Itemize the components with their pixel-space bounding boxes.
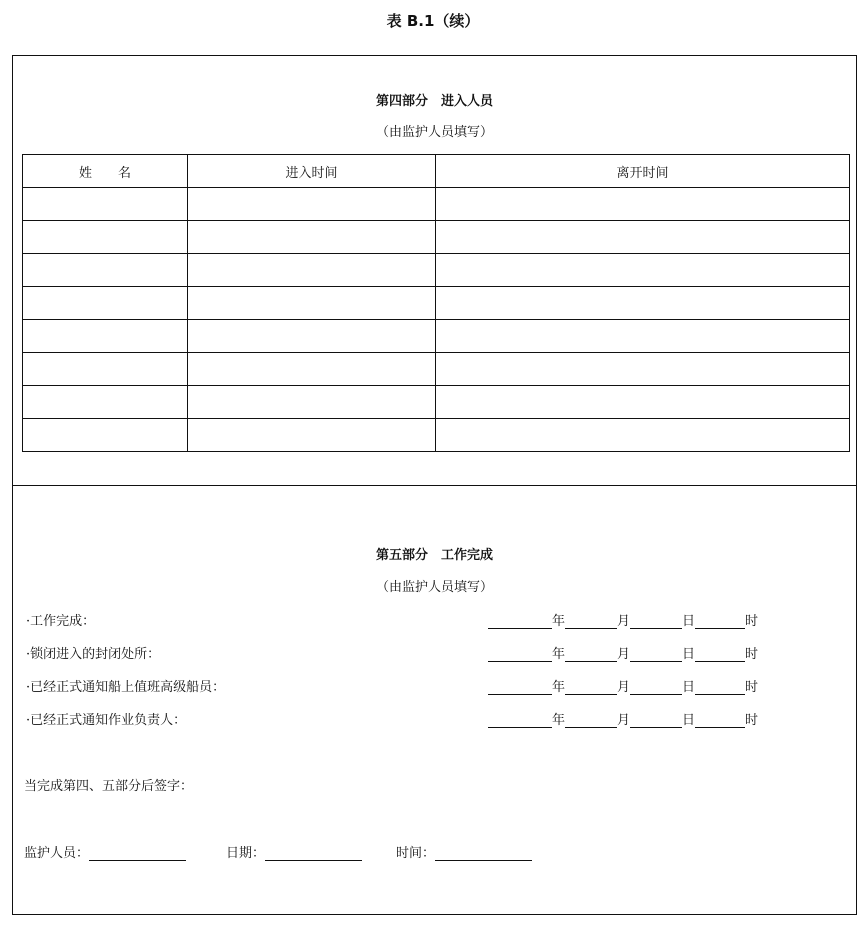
exit-time-cell[interactable]: [436, 353, 850, 386]
day-unit: 日: [682, 614, 696, 629]
exit-time-cell[interactable]: [436, 320, 850, 353]
column-header-entry-time: 进入时间: [188, 155, 436, 188]
table-row: [23, 188, 850, 221]
name-cell[interactable]: [23, 386, 188, 419]
monitor-signature-field[interactable]: [89, 845, 186, 861]
exit-time-cell[interactable]: [436, 386, 850, 419]
date-field-work-complete[interactable]: [488, 610, 758, 629]
entry-time-cell[interactable]: [188, 221, 436, 254]
month-blank[interactable]: [565, 713, 617, 728]
part5-subtitle: （由监护人员填写）: [375, 580, 493, 595]
day-blank[interactable]: [630, 680, 682, 695]
entry-time-cell[interactable]: [188, 419, 436, 452]
year-blank[interactable]: [488, 614, 552, 629]
exit-time-cell[interactable]: [436, 419, 850, 452]
column-header-name: 姓 名: [23, 155, 188, 188]
year-blank[interactable]: [488, 647, 552, 662]
month-unit: 月: [617, 713, 631, 728]
name-cell[interactable]: [23, 221, 188, 254]
date-field-lock-space[interactable]: [488, 643, 758, 662]
name-cell[interactable]: [23, 188, 188, 221]
year-unit: 年: [552, 614, 566, 629]
hour-unit: 时: [745, 614, 759, 629]
entry-time-cell[interactable]: [188, 386, 436, 419]
date-label: 日期：: [226, 846, 266, 861]
item-notify-officer-label: ·已经正式通知船上值班高级船员：: [26, 680, 226, 695]
part5-title: 第五部分 工作完成: [375, 548, 493, 563]
signature-date-field[interactable]: [265, 845, 362, 861]
item-notify-supervisor-label: ·已经正式通知作业负责人：: [26, 713, 187, 728]
hour-unit: 时: [745, 647, 759, 662]
table-row: [23, 386, 850, 419]
year-unit: 年: [552, 680, 566, 695]
entry-time-cell[interactable]: [188, 353, 436, 386]
month-blank[interactable]: [565, 647, 617, 662]
month-unit: 月: [617, 614, 631, 629]
time-label: 时间：: [396, 846, 436, 861]
column-header-exit-time: 离开时间: [436, 155, 850, 188]
table-caption: 表 B.1（续）: [386, 12, 480, 30]
item-work-complete-label: ·工作完成：: [26, 614, 96, 629]
name-cell[interactable]: [23, 419, 188, 452]
table-row: [23, 221, 850, 254]
item-lock-space-label: ·锁闭进入的封闭处所：: [26, 647, 161, 662]
completion-note: 当完成第四、五部分后签字：: [24, 779, 194, 794]
name-cell[interactable]: [23, 287, 188, 320]
table-row: [23, 287, 850, 320]
day-unit: 日: [682, 713, 696, 728]
name-cell[interactable]: [23, 320, 188, 353]
entry-table: [22, 154, 850, 452]
table-row: [23, 320, 850, 353]
monitor-label: 监护人员：: [24, 846, 90, 861]
year-unit: 年: [552, 713, 566, 728]
exit-time-cell[interactable]: [436, 221, 850, 254]
hour-blank[interactable]: [695, 713, 745, 728]
date-field-notify-supervisor[interactable]: [488, 709, 758, 728]
month-unit: 月: [617, 680, 631, 695]
hour-blank[interactable]: [695, 614, 745, 629]
hour-blank[interactable]: [695, 680, 745, 695]
table-row: [23, 254, 850, 287]
table-row: [23, 353, 850, 386]
part4-subtitle: （由监护人员填写）: [375, 125, 493, 140]
month-blank[interactable]: [565, 680, 617, 695]
exit-time-cell[interactable]: [436, 188, 850, 221]
table-header-row: [23, 155, 850, 188]
entry-time-cell[interactable]: [188, 254, 436, 287]
date-field-notify-officer[interactable]: [488, 676, 758, 695]
month-unit: 月: [617, 647, 631, 662]
name-cell[interactable]: [23, 353, 188, 386]
hour-blank[interactable]: [695, 647, 745, 662]
signature-row: [24, 842, 532, 861]
day-blank[interactable]: [630, 614, 682, 629]
section-divider: [12, 485, 857, 486]
hour-unit: 时: [745, 680, 759, 695]
year-blank[interactable]: [488, 680, 552, 695]
name-cell[interactable]: [23, 254, 188, 287]
year-blank[interactable]: [488, 713, 552, 728]
exit-time-cell[interactable]: [436, 254, 850, 287]
part4-title: 第四部分 进入人员: [375, 94, 493, 109]
entry-time-cell[interactable]: [188, 320, 436, 353]
day-blank[interactable]: [630, 713, 682, 728]
table-row: [23, 419, 850, 452]
day-blank[interactable]: [630, 647, 682, 662]
month-blank[interactable]: [565, 614, 617, 629]
day-unit: 日: [682, 680, 696, 695]
entry-time-cell[interactable]: [188, 287, 436, 320]
exit-time-cell[interactable]: [436, 287, 850, 320]
signature-time-field[interactable]: [435, 845, 532, 861]
entry-time-cell[interactable]: [188, 188, 436, 221]
day-unit: 日: [682, 647, 696, 662]
hour-unit: 时: [745, 713, 759, 728]
year-unit: 年: [552, 647, 566, 662]
